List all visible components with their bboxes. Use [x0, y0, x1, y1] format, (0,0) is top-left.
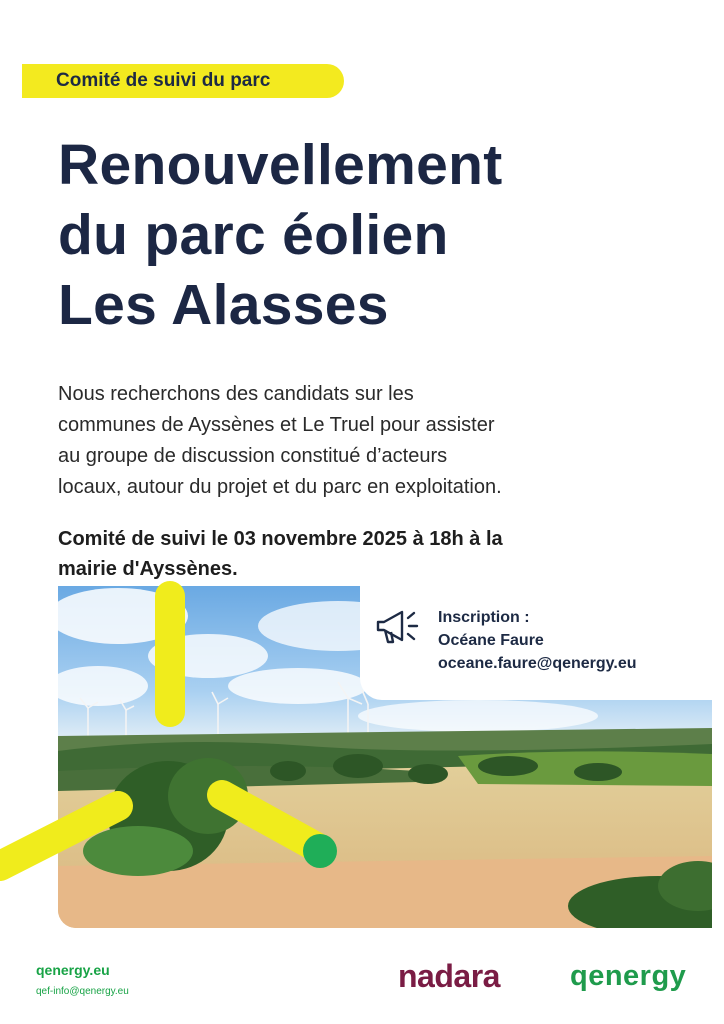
meeting-line: mairie d'Ayssènes.: [58, 558, 238, 580]
nadara-logo: nadara: [398, 958, 500, 994]
qenergy-logo: qenergy: [570, 960, 687, 992]
intro-paragraph: [58, 379, 698, 503]
meeting-line: Comité de suivi le 03 novembre 2025 à 18h à la: [58, 528, 503, 550]
footer-website[interactable]: qenergy.eu: [36, 962, 110, 978]
title-line: Les Alasses: [58, 273, 389, 337]
contact-email[interactable]: oceane.faure@qenergy.eu: [438, 655, 637, 672]
intro-line: communes de Ayssènes et Le Truel pour assister: [58, 414, 495, 436]
header-tag: Comité de suivi du parc: [22, 64, 344, 98]
meeting-info: [58, 524, 698, 584]
intro-line: locaux, autour du projet et du parc en exploitation.: [58, 476, 502, 498]
megaphone-icon: [374, 608, 424, 646]
contact-name: Océane Faure: [438, 632, 544, 649]
contact-details: [438, 606, 636, 675]
title-line: du parc éolien: [58, 203, 449, 267]
page-title: [58, 130, 698, 340]
title-line: Renouvellement: [58, 133, 503, 197]
contact-label: Inscription :: [438, 609, 530, 626]
intro-line: Nous recherchons des candidats sur les: [58, 383, 414, 405]
footer-email[interactable]: qef-info@qenergy.eu: [36, 986, 129, 997]
intro-line: au groupe de discussion constitué d’acteurs: [58, 445, 448, 467]
contact-card: [360, 586, 724, 700]
